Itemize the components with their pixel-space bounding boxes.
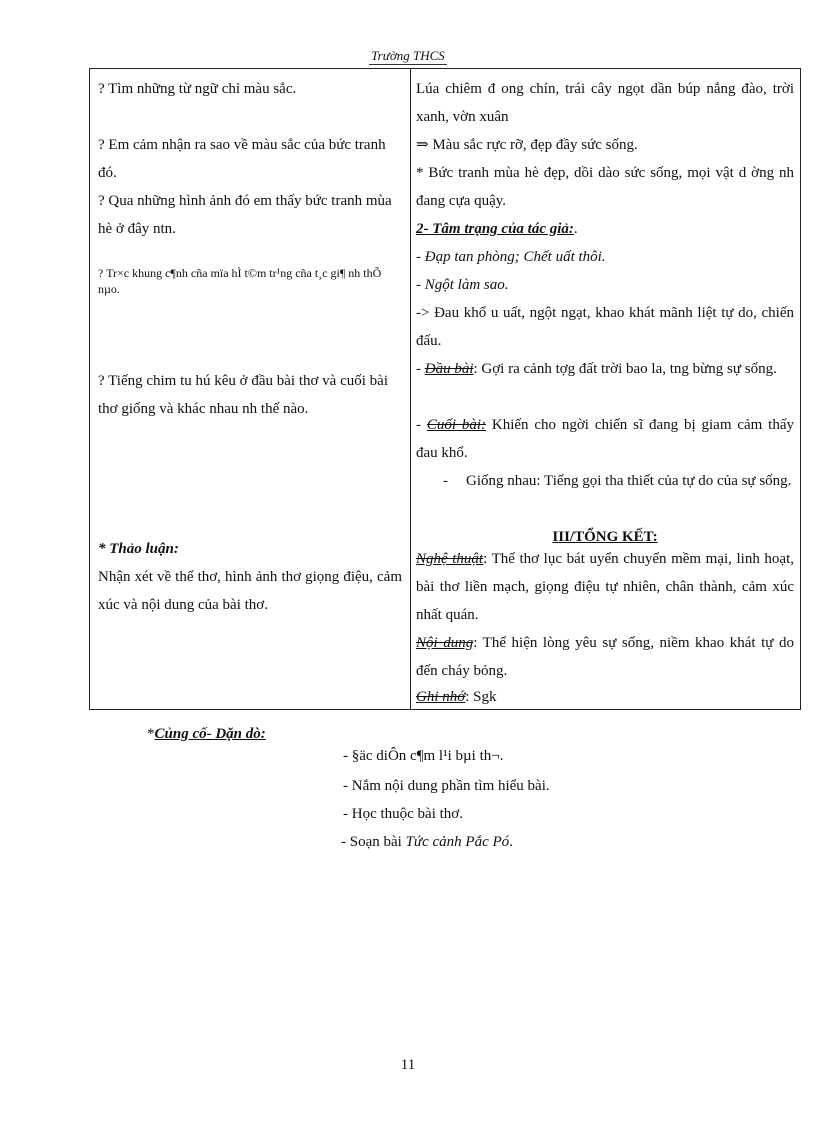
section-2-dot: . [573, 221, 578, 237]
quote-1: - Đạp tan phòng; Chết uất thôi. [416, 249, 606, 265]
consolidation-title: Củng cố- Dặn dò: [154, 726, 266, 742]
homework-item-3: - Học thuộc bài thơ. [343, 806, 463, 822]
homework-item-4-title: Tức cảnh Pắc Pó [405, 834, 510, 850]
page-header [0, 48, 816, 65]
question-3: ? Qua những hình ảnh đó em thấy bức tranh mùa hè ở đây ntn. [98, 193, 392, 237]
answer-summer-picture: * Bức tranh mùa hè đẹp, dồi dào sức sống, mọi vật d ờng nh đang cựa quậy. [416, 165, 794, 209]
page-number: 11 [400, 1057, 416, 1073]
dau-bai-text: : Gợi ra cảnh tợg đất trời bao la, tng bừng sự sống. [473, 361, 777, 377]
similarity-text: Giống nhau: Tiếng gọi tha thiết của tự do của sự sống. [466, 473, 792, 489]
lesson-table [89, 68, 801, 710]
answer-colors: Lúa chiêm đ ong chín, trái cây ngọt dần búp nắng đào, trời xanh, vờn xuân [416, 81, 794, 125]
question-5: ? Tiếng chim tu hú kêu ở đầu bài thơ và cuối bài thơ giống và khác nhau nh thế nào. [98, 373, 388, 417]
question-4: ? Tr×c khung c¶nh cña mïa hÌ t©m tr¹ng cña t¸c gi¶ nh thÕ nµo. [98, 266, 382, 296]
cuoi-bai-label: Cuối bài: [426, 417, 487, 433]
question-1: ? Tìm những từ ngữ chỉ màu sắc. [98, 81, 297, 97]
discussion-body: Nhận xét về thể thơ, hình ảnh thơ giọng điệu, cảm xúc và nội dung của bài thơ. [98, 569, 402, 613]
art-label: Nghệ thuật [416, 551, 484, 567]
section-2-heading [416, 215, 794, 243]
section-3-title-text: III/TỔNG KẾT: [552, 529, 658, 545]
homework-item-1: - §äc diÔn c¶m l¹i bµi th¬. [343, 748, 504, 764]
footer-star: * [147, 726, 155, 742]
art-text: : Thể thơ lục bát uyển chuyển mềm mại, linh hoạt, bài thơ liền mạch, giọng điệu tự nhiên, chân thành, cảm xúc nhất quán. [416, 551, 795, 623]
discussion-title: * Thảo luận: [98, 541, 179, 557]
content-label: Nội dung [416, 635, 474, 651]
homework-item-4 [341, 828, 513, 856]
answers-column [411, 69, 800, 709]
content-text: : Thể hiện lòng yêu sự sống, niềm khao khát tự do đến cháy bỏng. [416, 635, 794, 679]
consolidation-heading [147, 720, 266, 748]
memo-text: : Sgk [465, 689, 497, 705]
bullet-mark: - [443, 473, 448, 489]
homework-item-4-prefix: - Soạn bài [341, 834, 406, 850]
answer-beginning [416, 355, 794, 383]
cuoi-bai-text: Khiến cho ngời chiến sĩ đang bị giam cảm thấy đau khổ. [416, 417, 794, 461]
answer-similarity [416, 467, 794, 495]
cuoi-bai-prefix: - [416, 417, 427, 433]
answer-color-summary-text: Màu sắc rực rỡ, đẹp đầy sức sống. [428, 137, 638, 153]
memo-label: Ghi nhớ [416, 689, 466, 705]
quote-2: - Ngột làm sao. [416, 277, 509, 293]
homework-item-4-suffix: . [509, 834, 513, 850]
question-2: ? Em cảm nhận ra sao về màu sắc của bức tranh đó. [98, 137, 386, 181]
section-2-title: 2- Tâm trạng của tác giả: [416, 221, 574, 237]
school-name: Trường THCS [371, 48, 445, 63]
dau-bai-label: Đầu bài [424, 361, 474, 377]
answer-color-summary [416, 131, 794, 159]
answer-ending [416, 411, 794, 467]
art-summary [416, 545, 794, 629]
memo [416, 685, 794, 709]
dau-bai-prefix: - [416, 361, 425, 377]
questions-column [90, 69, 411, 709]
answer-mood: -> Đau khổ u uất, ngột ngạt, khao khát mãnh liệt tự do, chiến đấu. [416, 305, 794, 349]
arrow-right-icon: ⇒ [416, 137, 429, 153]
content-summary [416, 629, 794, 685]
homework-item-2: - Nắm nội dung phần tìm hiểu bài. [343, 778, 550, 794]
